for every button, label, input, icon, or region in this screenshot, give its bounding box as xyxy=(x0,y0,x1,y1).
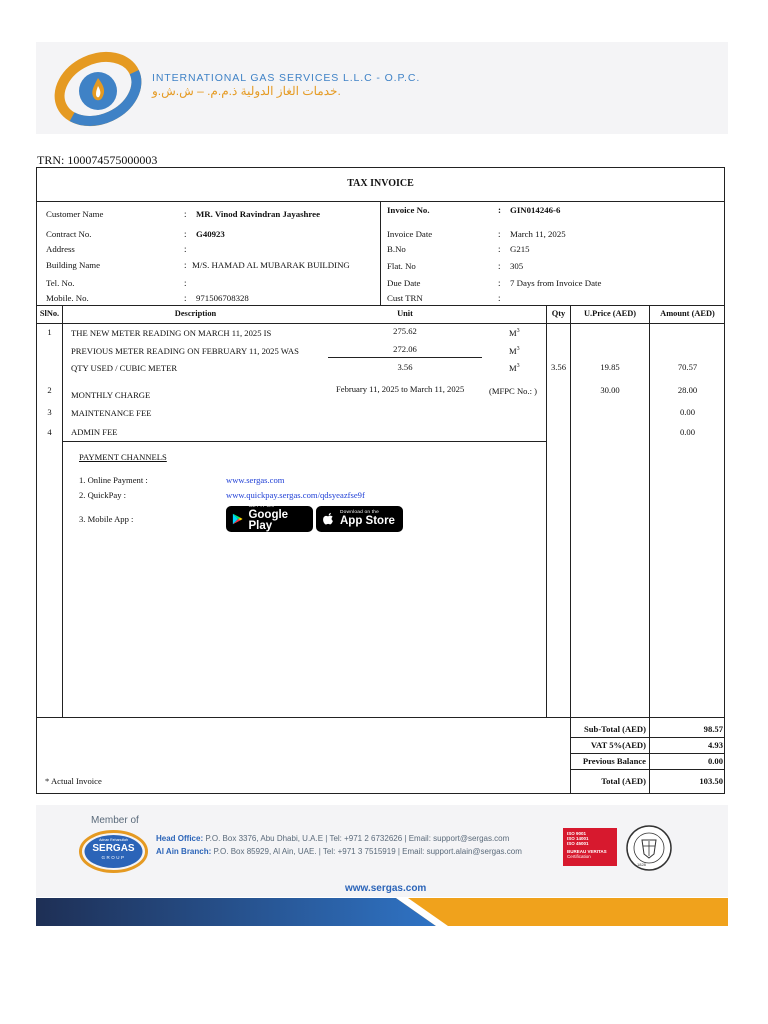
new-reading-value: 275.62 xyxy=(393,326,417,336)
al-ain-text: P.O. Box 85929, Al Ain, UAE. | Tel: +971 3 7515919 | Email: support.alain@sergas.com xyxy=(213,847,522,856)
invoice-no-value: GIN014246-6 xyxy=(510,205,561,215)
row-description: MONTHLY CHARGE xyxy=(71,390,151,400)
row-qty: 3.56 xyxy=(550,362,567,372)
contract-label: Contract No. xyxy=(46,229,92,239)
bureau-veritas-seal xyxy=(622,824,676,872)
col-description: Description xyxy=(174,309,217,318)
divider xyxy=(36,717,725,718)
colon: : xyxy=(184,260,187,270)
previous-balance-label: Previous Balance xyxy=(582,756,646,766)
tel-label: Tel. No. xyxy=(46,278,75,288)
colon: : xyxy=(184,293,187,303)
bno-label: B.No xyxy=(387,244,406,254)
colon: : xyxy=(498,278,501,288)
app-store-badge[interactable] xyxy=(316,506,403,532)
vat-label: VAT 5%(AED) xyxy=(590,740,646,750)
divider xyxy=(380,201,381,305)
col-amount: Amount (AED) xyxy=(660,309,715,318)
qty-used-desc: QTY USED / CUBIC METER xyxy=(71,363,178,373)
head-office-text: P.O. Box 3376, Abu Dhabi, U.A.E | Tel: +971 2 6732626 | Email: support@sergas.com xyxy=(205,834,510,843)
billing-period: February 11, 2025 to March 11, 2025 xyxy=(336,384,465,394)
colon: : xyxy=(184,278,187,288)
vat-value: 4.93 xyxy=(707,740,723,750)
row-slno: 4 xyxy=(47,427,52,437)
flat-value: 305 xyxy=(510,261,524,271)
prev-reading-desc: PREVIOUS METER READING ON FEBRUARY 11, 2025 WAS xyxy=(71,346,299,356)
row-amount: 28.00 xyxy=(677,385,698,395)
member-of-label: Member of xyxy=(91,815,139,826)
footer-stripe xyxy=(36,898,728,926)
al-ain-label: Al Ain Branch: xyxy=(156,847,212,856)
unit-m3: $M^3$ xyxy=(509,328,520,338)
prev-reading-value: 272.06 xyxy=(393,344,417,354)
company-name-ar: خدمات الغاز الدولية ذ.م.م. – ش.ش.و. xyxy=(152,84,341,98)
col-qty: Qty xyxy=(551,309,566,318)
bv-name: BUREAU VERITAS xyxy=(567,849,607,854)
due-date-label: Due Date xyxy=(387,278,421,288)
google-badge-small: GET IT ON xyxy=(248,504,275,510)
address-label: Address xyxy=(46,244,75,254)
invoice-title: TAX INVOICE xyxy=(347,178,414,189)
row-slno: 3 xyxy=(47,407,52,417)
divider xyxy=(36,305,725,306)
colon: : xyxy=(498,229,501,239)
online-payment-label: 1. Online Payment : xyxy=(79,475,148,485)
sergas-tagline: Adnan Rehanullah xyxy=(99,838,128,842)
bv-seal-year: 1828 xyxy=(637,862,646,867)
total-label: Total (AED) xyxy=(601,776,646,786)
mobile-app-label: 3. Mobile App : xyxy=(79,514,134,524)
company-logo xyxy=(52,50,144,128)
online-payment-link[interactable]: www.sergas.com xyxy=(226,475,285,485)
apple-icon xyxy=(322,512,335,527)
row-amount: 0.00 xyxy=(679,407,696,417)
colon: : xyxy=(184,209,187,219)
sergas-group: GROUP xyxy=(101,855,126,860)
previous-balance-value: 0.00 xyxy=(707,756,723,766)
invoice-no-label: Invoice No. xyxy=(387,205,430,215)
row-slno: 2 xyxy=(47,385,52,395)
sergas-logo xyxy=(78,829,149,874)
colon: : xyxy=(184,244,187,254)
customer-name-value: MR. Vinod Ravindran Jayashree xyxy=(196,209,320,219)
total-value: 103.50 xyxy=(699,776,723,786)
divider xyxy=(36,323,725,324)
row-uprice: 30.00 xyxy=(600,385,620,395)
mfpc-no: (MFPC No.: ) xyxy=(489,386,537,396)
sergas-name: SERGAS xyxy=(92,843,135,854)
row-amount: 70.57 xyxy=(677,362,698,372)
colon: : xyxy=(498,293,501,303)
building-value: M/S. HAMAD AL MUBARAK BUILDING xyxy=(192,260,350,270)
row-amount: 0.00 xyxy=(679,427,696,437)
divider xyxy=(62,441,546,442)
customer-name-label: Customer Name xyxy=(46,209,104,219)
row-slno: 1 xyxy=(47,327,52,337)
bv-cert: Certification xyxy=(567,854,591,859)
building-label: Building Name xyxy=(46,260,100,270)
apple-badge-small: Download on the xyxy=(340,509,380,515)
due-date-value: 7 Days from Invoice Date xyxy=(510,278,602,288)
divider xyxy=(570,769,725,770)
iso-14001: ISO 14001 xyxy=(567,836,589,841)
head-office-line xyxy=(156,834,509,843)
colon: : xyxy=(184,229,187,239)
new-reading-desc: THE NEW METER READING ON MARCH 11, 2025 IS xyxy=(71,328,272,338)
subtotal-label: Sub-Total (AED) xyxy=(583,724,646,734)
head-office-label: Head Office: xyxy=(156,834,204,843)
unit-m3: $M^3$ xyxy=(509,346,520,356)
subtraction-line xyxy=(328,357,482,358)
flat-label: Flat. No xyxy=(387,261,416,271)
iso-45001: ISO 45001 xyxy=(567,841,589,846)
col-unit: Unit xyxy=(397,309,413,318)
subtotal-value: 98.57 xyxy=(703,724,723,734)
qty-used-value: 3.56 xyxy=(397,362,413,372)
payment-title: PAYMENT CHANNELS xyxy=(79,452,167,462)
contract-value: G40923 xyxy=(196,229,225,239)
quickpay-label: 2. QuickPay : xyxy=(79,490,127,500)
row-description: MAINTENANCE FEE xyxy=(71,408,152,418)
iso-9001: ISO 9001 xyxy=(567,831,587,836)
apple-badge-big: App Store xyxy=(340,514,395,527)
google-play-icon xyxy=(232,512,243,526)
cust-trn-label: Cust TRN xyxy=(387,293,423,303)
google-play-badge[interactable] xyxy=(226,506,313,532)
footer-website[interactable]: www.sergas.com xyxy=(345,883,427,894)
iso-certification-badge xyxy=(563,828,617,866)
quickpay-link[interactable]: www.quickpay.sergas.com/qdsyeazfse9f xyxy=(226,490,365,500)
actual-invoice-note: * Actual Invoice xyxy=(45,776,102,786)
al-ain-line xyxy=(156,847,522,856)
mobile-label: Mobile. No. xyxy=(46,293,89,303)
colon: : xyxy=(498,261,501,271)
bno-value: G215 xyxy=(510,244,530,254)
col-uprice: U.Price (AED) xyxy=(583,309,637,318)
unit-m3: $M^3$ xyxy=(509,363,520,373)
mobile-value: 971506708328 xyxy=(196,293,249,303)
divider xyxy=(62,305,63,717)
colon: : xyxy=(498,244,501,254)
invoice-date-value: March 11, 2025 xyxy=(510,229,566,239)
divider xyxy=(570,737,725,738)
row-description: ADMIN FEE xyxy=(71,427,118,437)
divider xyxy=(570,753,725,754)
row-uprice: 19.85 xyxy=(600,362,620,372)
invoice-date-label: Invoice Date xyxy=(387,229,433,239)
colon: : xyxy=(498,205,501,215)
google-badge-big: Google Play xyxy=(248,508,289,533)
trn-number: TRN: 100074575000003 xyxy=(37,153,158,167)
col-slno: SlNo. xyxy=(39,309,60,318)
company-name-en: INTERNATIONAL GAS SERVICES L.L.C - O.P.C. xyxy=(152,72,421,84)
